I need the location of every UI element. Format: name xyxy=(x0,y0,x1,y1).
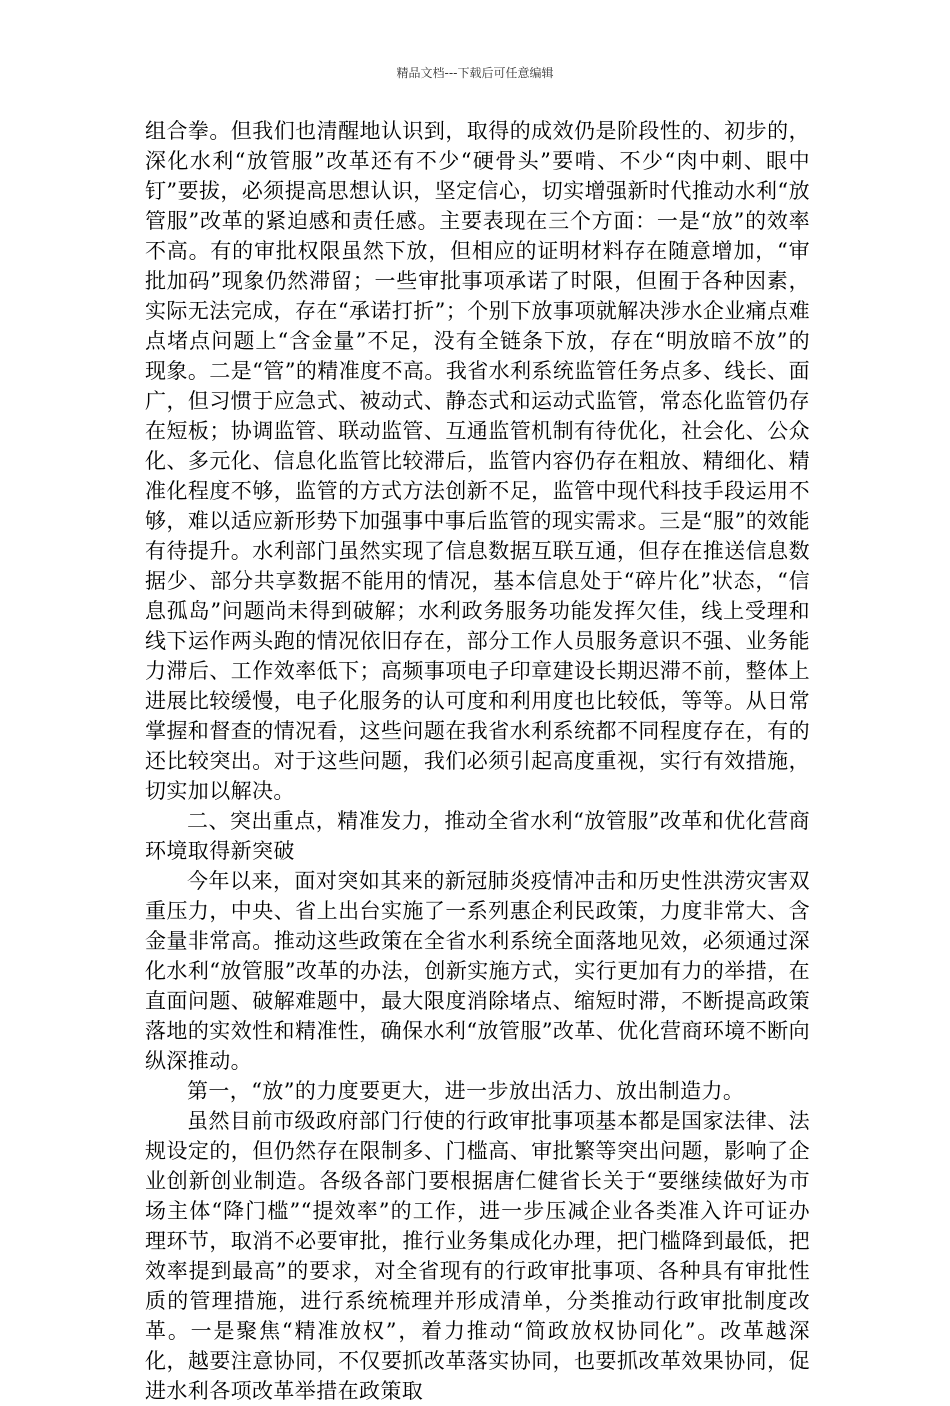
paragraph: 组合拳。但我们也清醒地认识到，取得的成效仍是阶段性的、初步的，深化水利“放管服”改革还有不少“硬骨头”要啃、不少“肉中刺、眼中钉”要拔，必须提高思想认识，坚定信心，切实增强新时代推动水利“放管服”改革的紧迫感和责任感。主要表现在三个方面：一是“放”的效率不高。有的审批权限虽然下放，但相应的证明材料存在随意增加，“审批加码”现象仍然滞留；一些审批事项承诺了时限，但囿于各种因素，实际无法完成，存在“承诺打折”；个别下放事项就解决涉水企业痛点难点堵点问题上“含金量”不足，没有全链条下放，存在“明放暗不放”的现象。二是“管”的精准度不高。我省水利系统监管任务点多、线长、面广，但习惯于应急式、被动式、静态式和运动式监管，常态化监管仍存在短板；协调监管、联动监管、互通监管机制有待优化，社会化、公众化、多元化、信息化监管比较滞后，监管内容仍存在粗放、精细化、精准化程度不够，监管的方式方法创新不足，监管中现代科技手段运用不够，难以适应新形势下加强事中事后监管的现实需求。三是“服”的效能有待提升。水利部门虽然实现了信息数据互联互通，但存在推送信息数据少、部分共享数据不能用的情况，基本信息处于“碎片化”状态，“信息孤岛”问题尚未得到破解；水利政务服务功能发挥欠佳，线上受理和线下运作两头跑的情况依旧存在，部分工作人员服务意识不强、业务能力滞后、工作效率低下；高频事项电子印章建设长期迟滞不前，整体上进展比较缓慢，电子化服务的认可度和利用度也比较低，等等。从日常掌握和督查的情况看，这些问题在我省水利系统都不同程度存在，有的还比较突出。对于这些问题，我们必须引起高度重视，实行有效措施，切实加以解决。 xyxy=(145,119,810,803)
section-heading: 二、突出重点，精准发力，推动全省水利“放管服”改革和优化营商环境取得新突破 xyxy=(145,809,810,863)
paragraph: 虽然目前市级政府部门行使的行政审批事项基本都是国家法律、法规设定的，但仍然存在限制多、门槛高、审批繁等突出问题，影响了企业创新创业制造。各级各部门要根据唐仁健省长关于“要继续做好为市场主体“降门槛”“提效率”的工作，进一步压减企业各类准入许可证办理环节，取消不必要审批，推行业务集成化办理，把门槛降到最低，把效率提到最高”的要求，对全省现有的行政审批事项、各种具有审批性质的管理措施，进行系统梳理并形成清单，分类推动行政审批制度改革。一是聚焦“精准放权”，着力推动“简政放权协同化”。改革越深化，越要注意协同，不仅要抓改革落实协同，也要抓改革效果协同，促进水利各项改革举措在政策取 xyxy=(145,1109,810,1403)
document-body xyxy=(145,116,810,1406)
subsection-heading: 第一，“放”的力度要更大，进一步放出活力、放出制造力。 xyxy=(187,1079,745,1103)
paragraph: 今年以来，面对突如其来的新冠肺炎疫情冲击和历史性洪涝灾害双重压力，中央、省上出台实施了一系列惠企利民政策，力度非常大、含金量非常高。推动这些政策在全省水利系统全面落地见效，必须通过深化水利“放管服”改革的办法，创新实施方式，实行更加有力的举措，在直面问题、破解难题中，最大限度消除堵点、缩短时滞，不断提高政策落地的实效性和精准性，确保水利“放管服”改革、优化营商环境不断向纵深推动。 xyxy=(145,869,810,1073)
page-header: 精品文档---下载后可任意编辑 xyxy=(396,66,554,80)
